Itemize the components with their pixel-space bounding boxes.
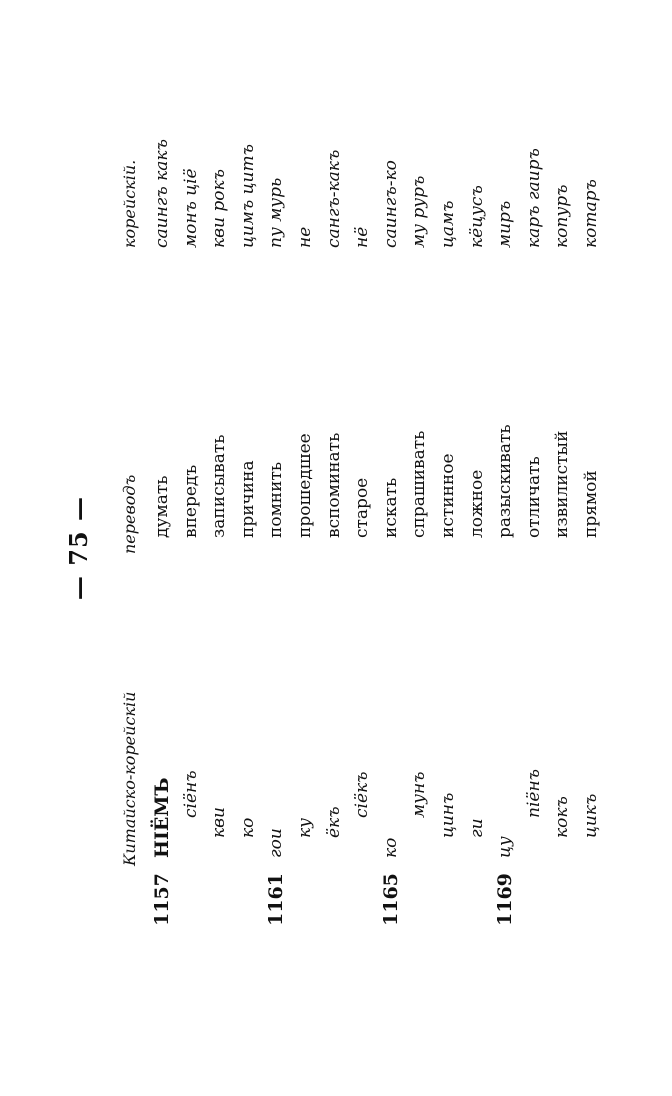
- table-row: [205, 0, 234, 1096]
- korean-word: котаръ: [580, 179, 601, 248]
- chinese-korean-word: цикъ: [580, 793, 601, 838]
- translation-word: записывать: [209, 434, 230, 538]
- entry-number: 1169: [494, 873, 517, 926]
- translation-word: ложное: [466, 469, 487, 538]
- chinese-korean-word: ко: [237, 817, 258, 838]
- translation-word: прошедшее: [294, 433, 315, 538]
- chinese-korean-word: ги: [466, 818, 487, 838]
- korean-word: цимъ цитъ: [237, 144, 258, 248]
- translation-word: прямой: [580, 470, 601, 538]
- table-row: [148, 0, 177, 1096]
- chinese-korean-word: ко: [380, 837, 401, 858]
- translation-word: причина: [237, 460, 258, 538]
- table-row: [463, 0, 492, 1096]
- column-header-chinese-korean: Китайско-корейскій: [120, 691, 139, 866]
- chinese-korean-word: цинъ: [437, 792, 458, 838]
- table-row: [348, 0, 377, 1096]
- chinese-korean-word: сіёкъ: [352, 771, 373, 818]
- korean-word: кёцусъ: [466, 185, 487, 248]
- translation-word: истинное: [437, 453, 458, 538]
- korean-word: миръ: [495, 200, 516, 248]
- table-row: [320, 0, 349, 1096]
- page-number: — 75 —: [64, 495, 93, 601]
- translation-word: вспоминать: [323, 432, 344, 538]
- translation-word: спрашивать: [409, 430, 430, 538]
- column-header-korean: корейскій.: [120, 159, 139, 248]
- chinese-korean-word: НІЁМЪ: [151, 777, 173, 858]
- korean-word: нё: [352, 226, 373, 248]
- chinese-korean-word: сіёнъ: [180, 770, 201, 818]
- korean-word: монъ ціё: [180, 168, 201, 248]
- korean-word: не: [294, 226, 315, 248]
- table-row: [377, 0, 406, 1096]
- translation-word: искать: [380, 477, 401, 538]
- column-header-translation: переводъ: [120, 474, 139, 554]
- korean-word: саингъ-ко: [380, 160, 401, 248]
- table-row: [234, 0, 263, 1096]
- chinese-korean-word: кви: [209, 807, 230, 838]
- korean-word: сангъ-какъ: [323, 149, 344, 248]
- table-row: [405, 0, 434, 1096]
- translation-word: старое: [352, 477, 373, 538]
- table-row: [434, 0, 463, 1096]
- table-row: [491, 0, 520, 1096]
- table-row: [291, 0, 320, 1096]
- korean-word: пу мурь: [266, 177, 287, 248]
- korean-word: кви рокъ: [209, 169, 230, 248]
- korean-word: саингъ какъ: [152, 139, 172, 248]
- korean-word: каръ гаиръ: [523, 148, 544, 248]
- chinese-korean-word: піёнъ: [523, 769, 544, 818]
- translation-word: извилистый: [552, 430, 573, 538]
- chinese-korean-word: ку: [294, 817, 315, 838]
- korean-word: цамъ: [437, 200, 458, 248]
- korean-word: копуръ: [552, 184, 573, 248]
- chinese-korean-word: кокъ: [552, 796, 573, 838]
- translation-word: помнить: [266, 461, 287, 538]
- chinese-korean-word: гои: [266, 828, 287, 858]
- korean-word: му руръ: [409, 175, 430, 248]
- translation-word: разыскивать: [495, 424, 516, 538]
- chinese-korean-word: цу: [495, 836, 516, 858]
- translation-word: отличать: [523, 456, 544, 538]
- table-row: [577, 0, 606, 1096]
- chinese-korean-word: ёкъ: [323, 806, 344, 838]
- entry-number: 1161: [265, 873, 288, 926]
- chinese-korean-word: мунъ: [409, 771, 430, 818]
- table-row: [548, 0, 577, 1096]
- entry-number: 1165: [379, 873, 402, 926]
- translation-word: впередъ: [180, 464, 201, 538]
- table-row: [177, 0, 206, 1096]
- vocabulary-table: [148, 0, 606, 1096]
- table-row: [262, 0, 291, 1096]
- table-row: [520, 0, 549, 1096]
- translation-word: думать: [152, 475, 172, 538]
- entry-number: 1157: [151, 873, 173, 926]
